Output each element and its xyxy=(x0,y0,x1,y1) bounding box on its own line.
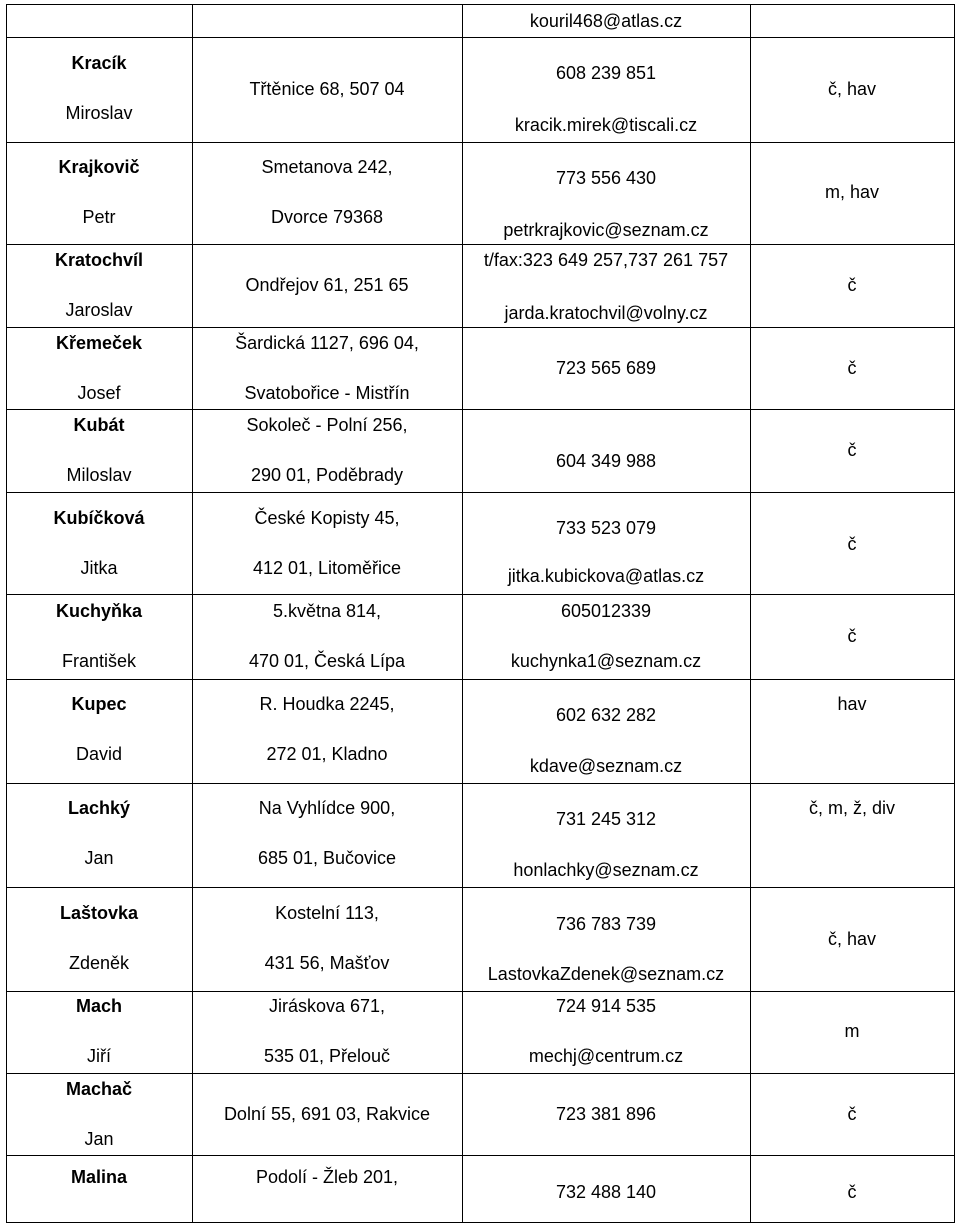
tags-cell xyxy=(750,37,954,142)
phone: 736 783 739 xyxy=(555,914,657,934)
address-line: 431 56, Mašťov xyxy=(264,953,390,973)
tags-cell xyxy=(750,594,954,679)
address-cell xyxy=(192,783,462,887)
address-line: 272 01, Kladno xyxy=(266,744,388,764)
surname: Lachký xyxy=(67,798,131,818)
address-cell xyxy=(192,142,462,244)
column-divider xyxy=(462,4,463,1222)
firstname: Miloslav xyxy=(66,465,132,485)
phone: 724 914 535 xyxy=(555,996,657,1016)
tags-cell xyxy=(750,4,954,37)
email: kouril468@atlas.cz xyxy=(529,11,683,31)
column-divider xyxy=(192,4,193,1222)
address-cell xyxy=(192,327,462,409)
firstname: David xyxy=(75,744,123,764)
email: kuchynka1@seznam.cz xyxy=(510,651,702,671)
address-line: Kostelní 113, xyxy=(275,903,379,923)
name-cell xyxy=(6,4,192,37)
tags-cell xyxy=(750,887,954,991)
address-cell xyxy=(192,887,462,991)
contact-cell xyxy=(462,492,750,594)
surname: Kuchyňka xyxy=(55,601,143,621)
tags-cell xyxy=(750,492,954,594)
firstname: Jitka xyxy=(80,558,118,578)
address-cell xyxy=(192,1073,462,1155)
contact-cell xyxy=(462,4,750,37)
row-divider xyxy=(6,991,955,992)
contact-cell xyxy=(462,594,750,679)
address-line: Ondřejov 61, 251 65 xyxy=(245,275,409,295)
row-divider xyxy=(6,492,955,493)
tags-cell xyxy=(750,1073,954,1155)
address-line: Na Vyhlídce 900, xyxy=(258,798,396,818)
row-divider xyxy=(6,1073,955,1074)
tags: č xyxy=(847,534,857,554)
surname: Křemeček xyxy=(55,333,143,353)
contact-cell xyxy=(462,409,750,492)
phone: 733 523 079 xyxy=(555,518,657,538)
address-line: České Kopisty 45, xyxy=(254,508,400,528)
tags-cell xyxy=(750,991,954,1073)
firstname: Zdeněk xyxy=(68,953,130,973)
tags: č, hav xyxy=(827,929,877,949)
phone: 605012339 xyxy=(560,601,652,621)
address-cell xyxy=(192,37,462,142)
name-cell xyxy=(6,37,192,142)
contact-cell xyxy=(462,1155,750,1222)
firstname: Jan xyxy=(84,848,114,868)
tags: m xyxy=(844,1021,860,1041)
surname: Kubát xyxy=(73,415,125,435)
name-cell xyxy=(6,327,192,409)
tags: hav xyxy=(837,694,867,714)
contact-cell xyxy=(462,783,750,887)
address-cell xyxy=(192,244,462,327)
row-divider xyxy=(6,1222,955,1223)
phone: 723 565 689 xyxy=(555,358,657,378)
address-line: Dvorce 79368 xyxy=(270,207,384,227)
address-cell xyxy=(192,1155,462,1222)
surname: Mach xyxy=(75,996,122,1016)
phone: 604 349 988 xyxy=(555,451,657,471)
surname: Krajkovič xyxy=(58,157,140,177)
phone: 773 556 430 xyxy=(555,168,657,188)
firstname: Josef xyxy=(77,383,121,403)
contact-cell xyxy=(462,37,750,142)
email: jitka.kubickova@atlas.cz xyxy=(507,566,705,586)
name-cell xyxy=(6,142,192,244)
address-line: Třtěnice 68, 507 04 xyxy=(249,79,405,99)
address-line: 412 01, Litoměřice xyxy=(252,558,402,578)
address-line: Smetanova 242, xyxy=(261,157,393,177)
phone: 602 632 282 xyxy=(555,705,657,725)
row-divider xyxy=(6,409,955,410)
row-divider xyxy=(6,142,955,143)
firstname: Jan xyxy=(84,1129,114,1149)
address-line: Jiráskova 671, xyxy=(268,996,386,1016)
phone: 608 239 851 xyxy=(555,63,657,83)
email: honlachky@seznam.cz xyxy=(513,860,699,880)
surname: Kupec xyxy=(71,694,127,714)
firstname: Miroslav xyxy=(65,103,133,123)
name-cell xyxy=(6,492,192,594)
surname: Kubíčková xyxy=(53,508,145,528)
address-line: Sokoleč - Polní 256, xyxy=(246,415,408,435)
contact-cell xyxy=(462,1073,750,1155)
tags-cell xyxy=(750,1155,954,1222)
name-cell xyxy=(6,244,192,327)
row-divider xyxy=(6,594,955,595)
name-cell xyxy=(6,1073,192,1155)
column-divider xyxy=(750,4,751,1222)
contact-cell xyxy=(462,244,750,327)
email: LastovkaZdenek@seznam.cz xyxy=(487,964,725,984)
tags-cell xyxy=(750,679,954,783)
tags: č xyxy=(847,358,857,378)
name-cell xyxy=(6,887,192,991)
tags: č, m, ž, div xyxy=(808,798,895,818)
column-divider xyxy=(954,4,955,1222)
surname: Laštovka xyxy=(59,903,139,923)
email: kdave@seznam.cz xyxy=(529,756,683,776)
name-cell xyxy=(6,1155,192,1222)
tags: m, hav xyxy=(824,182,880,202)
address-cell xyxy=(192,409,462,492)
surname: Kratochvíl xyxy=(54,250,144,270)
name-cell xyxy=(6,594,192,679)
tags: č xyxy=(847,1104,857,1124)
address-line: Svatobořice - Mistřín xyxy=(244,383,410,403)
row-divider xyxy=(6,887,955,888)
phone: 732 488 140 xyxy=(555,1182,657,1202)
tags: č xyxy=(847,275,857,295)
email: jarda.kratochvil@volny.cz xyxy=(504,303,708,323)
tags: č xyxy=(847,440,857,460)
row-divider xyxy=(6,679,955,680)
firstname: Petr xyxy=(82,207,116,227)
surname: Malina xyxy=(70,1167,127,1187)
tags: č xyxy=(847,626,857,646)
firstname: Jiří xyxy=(87,1046,111,1066)
address-cell xyxy=(192,492,462,594)
contact-cell xyxy=(462,327,750,409)
email: petrkrajkovic@seznam.cz xyxy=(503,220,709,240)
address-line: R. Houdka 2245, xyxy=(259,694,395,714)
address-line: Dolní 55, 691 03, Rakvice xyxy=(223,1104,431,1124)
tags: č xyxy=(847,1182,857,1202)
row-divider xyxy=(6,244,955,245)
email: mechj@centrum.cz xyxy=(528,1046,684,1066)
name-cell xyxy=(6,679,192,783)
contact-cell xyxy=(462,887,750,991)
address-cell xyxy=(192,4,462,37)
address-line: 535 01, Přelouč xyxy=(263,1046,391,1066)
address-cell xyxy=(192,594,462,679)
firstname: Jaroslav xyxy=(65,300,133,320)
address-cell xyxy=(192,991,462,1073)
tags-cell xyxy=(750,327,954,409)
address-line: Šardická 1127, 696 04, xyxy=(235,333,419,353)
phone: t/fax:323 649 257,737 261 757 xyxy=(483,250,729,270)
row-divider xyxy=(6,37,955,38)
address-line: Podolí - Žleb 201, xyxy=(255,1167,399,1187)
address-line: 5.května 814, xyxy=(272,601,382,621)
tags-cell xyxy=(750,409,954,492)
contact-cell xyxy=(462,142,750,244)
email: kracik.mirek@tiscali.cz xyxy=(514,115,698,135)
phone: 731 245 312 xyxy=(555,809,657,829)
name-cell xyxy=(6,783,192,887)
name-cell xyxy=(6,409,192,492)
row-divider xyxy=(6,1155,955,1156)
name-cell xyxy=(6,991,192,1073)
firstname: František xyxy=(61,651,137,671)
row-divider xyxy=(6,327,955,328)
address-cell xyxy=(192,679,462,783)
surname: Kracík xyxy=(71,53,127,73)
surname: Machač xyxy=(65,1079,133,1099)
phone: 723 381 896 xyxy=(555,1104,657,1124)
row-divider xyxy=(6,4,955,5)
contact-cell xyxy=(462,991,750,1073)
address-line: 470 01, Česká Lípa xyxy=(248,651,406,671)
tags-cell xyxy=(750,142,954,244)
row-divider xyxy=(6,783,955,784)
tags-cell xyxy=(750,783,954,887)
tags: č, hav xyxy=(827,79,877,99)
tags-cell xyxy=(750,244,954,327)
address-line: 685 01, Bučovice xyxy=(257,848,397,868)
column-divider xyxy=(6,4,7,1222)
contact-cell xyxy=(462,679,750,783)
address-line: 290 01, Poděbrady xyxy=(250,465,404,485)
